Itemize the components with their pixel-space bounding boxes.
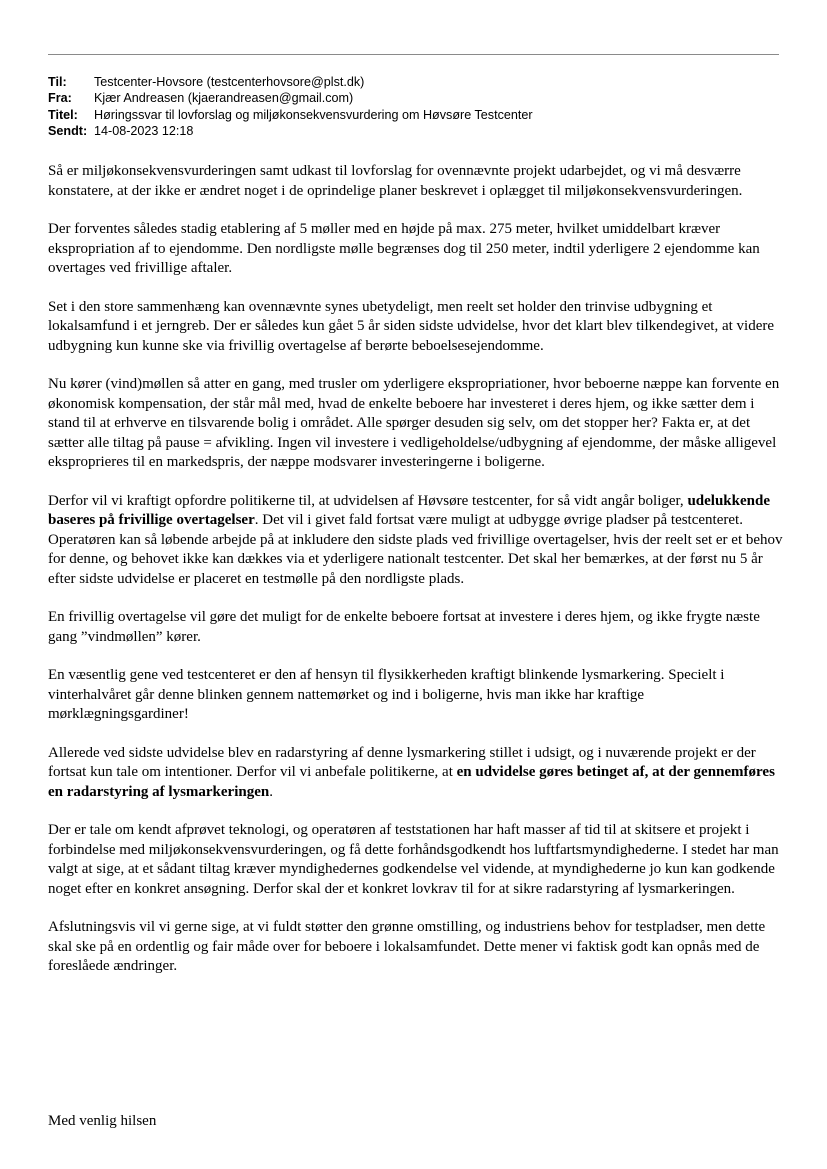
header-from-row xyxy=(48,90,779,106)
to-label: Til: xyxy=(48,75,67,89)
paragraph-8-text-b: . xyxy=(269,783,273,800)
from-label: Fra: xyxy=(48,91,72,106)
paragraph-10: Afslutningsvis vil vi gerne sige, at vi fuldt støtter den grønne omstilling, og industriens behov for testpladser, men dette skal ske på en ordentlig og fair måde over for beboere i lokalsamfundet. Dette mener vi faktisk godt kan opnås med de foreslåede ændringer. xyxy=(48,919,766,974)
header-title-row xyxy=(48,107,779,123)
from-value: Kjær Andreasen (kjaerandreasen@gmail.com) xyxy=(94,91,354,106)
paragraph-8 xyxy=(48,744,788,803)
paragraph-4: Nu kører (vind)møllen så atter en gang, med trusler om yderligere ekspropriationer, hvor beboerne næppe kan forvente en økonomisk kompensation, der står mål med, hvad de enkelte beboere har investeret i deres hjem, og ikke sætter dem i stand til at erhverve en tilsvarende bolig i området. Alle spørger desuden sig selv, om det stopper her? Fakta er, at det sætter alle tiltag på pause = afvikling. Ingen vil investere i vedligeholdelse/udbygning af ejendomme, der måske alligevel eksproprieres til en markedspris, der næppe modsvarer investeringerne i boligerne. xyxy=(48,376,780,470)
title-label: Titel: xyxy=(48,107,78,122)
closing-salutation: Med venlig hilsen xyxy=(48,1113,157,1129)
sent-value: 14-08-2023 12:18 xyxy=(94,124,194,139)
title-value: Høringssvar til lovforslag og miljøkonsekvensvurdering om Høvsøre Testcenter xyxy=(94,107,533,122)
paragraph-6: En frivillig overtagelse vil gøre det muligt for de enkelte beboere fortsat at investere i deres hjem, og ikke frygte næste gang ”vindmøllen” kører. xyxy=(48,609,760,645)
paragraph-9: Der er tale om kendt afprøvet teknologi, og operatøren af teststationen har haft masser af tid til at skitsere et projekt i forbindelse med miljøkonsekvensvurderingen, og få dette forhåndsgodkendt hos luftfartsmyndighederne. I stedet har man valgt at sige, at et sådant tiltag kræver myndighedernes godkendelse vel vidende, at myndighederne jo kun kan godkende noget efter en konkret ansøgning. Derfor skal der et konkret lovkrav til for at sikre radarstyring af lysmarkeringen. xyxy=(48,822,779,897)
paragraph-8-emphasis: en udvidelse gøres betinget af, at der gennemføres en radarstyring af lysmarkeringen xyxy=(48,764,775,800)
paragraph-3: Set i den store sammenhæng kan ovennævnte synes ubetydeligt, men reelt set holder den trinvise udbygning et lokalsamfund i et jerngreb. Der er således kun gået 5 år siden sidste udvidelse, hvor det klart blev tilkendegivet, at videre udbygning kun kunne ske via frivillig overtagelse af berørte beboelsesejendomme. xyxy=(48,298,775,354)
paragraph-1: Så er miljøkonsekvensvurderingen samt udkast til lovforslag for ovennævnte projekt udarbejdet, og vi må desværre konstatere, at der ikke er ændret noget i de oprindelige planer beskrevet i oplægget til miljøkonsekvensvurderingen. xyxy=(48,163,743,199)
to-value: Testcenter-Hovsore (testcenterhovsore@plst.dk) xyxy=(94,75,365,89)
letter-body xyxy=(48,162,788,996)
header-sent-row xyxy=(48,123,779,139)
paragraph-5-text-b: . Det vil i givet fald fortsat være muligt at udbygge øvrige pladser på testcenteret. Operatøren kan så løbende arbejde på at inkludere den sidste plads ved frivillige overtagelser, hvis der reelt set er et behov for denne, og behovet ikke kan dækkes via et yderligere nationalt testcenter. Det skal her bemærkes, at der først nu 5 år efter sidste udvidelse er placeret en testmølle på den nordligste plads. xyxy=(48,512,783,587)
email-header xyxy=(48,74,779,140)
paragraph-5-text-a: Derfor vil vi kraftigt opfordre politikerne til, at udvidelsen af Høvsøre testcenter, for så vidt angår boliger, xyxy=(48,492,688,509)
paragraph-5-emphasis: udelukkende baseres på frivillige overtagelser xyxy=(48,492,770,528)
paragraph-8-text-a: Allerede ved sidste udvidelse blev en radarstyring af denne lysmarkering stillet i udsigt, og i nuværende projekt er der fortsat kun tale om intentioner. Derfor vil vi anbefale politikerne, at xyxy=(48,744,756,780)
header-to-row xyxy=(48,74,779,90)
paragraph-7: En væsentlig gene ved testcenteret er den af hensyn til flysikkerheden kraftigt blinkende lysmarkering. Specielt i vinterhalvåret går denne blinken gennem nattemørket og ind i boligerne, hvis man ikke har kraftige mørklægningsgardiner! xyxy=(48,667,725,722)
header-divider xyxy=(48,54,779,55)
paragraph-5 xyxy=(48,492,788,590)
paragraph-2: Der forventes således stadig etablering af 5 møller med en højde på max. 275 meter, hvilket umiddelbart kræver ekspropriation af to ejendomme. Den nordligste mølle begrænses dog til 250 meter, indtil yderligere 2 ejendomme kan overtages ved frivillige aftaler. xyxy=(48,221,760,276)
sent-label: Sendt: xyxy=(48,124,88,139)
